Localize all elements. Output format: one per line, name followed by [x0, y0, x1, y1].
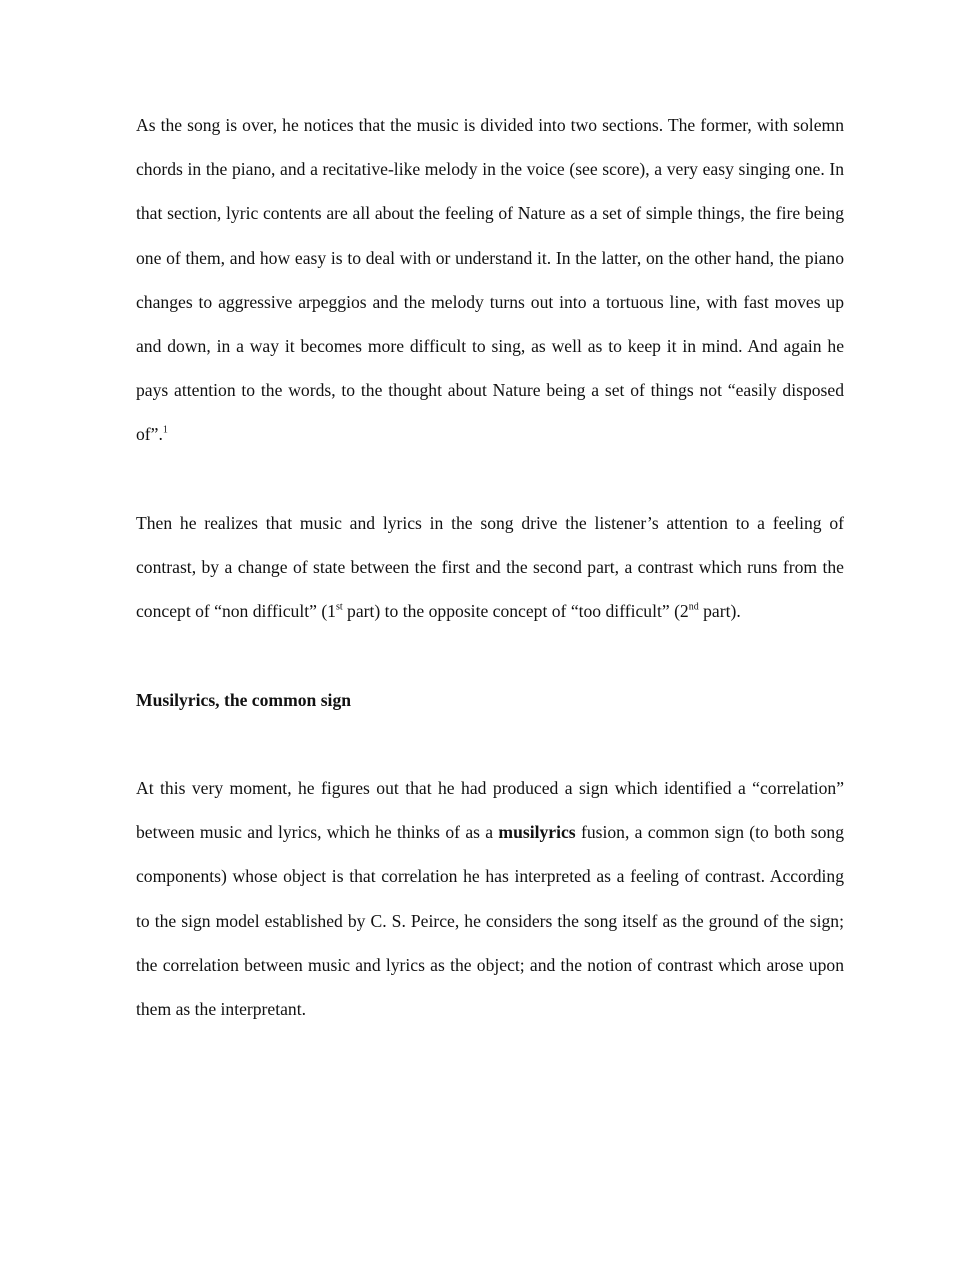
ordinal-superscript: st — [335, 601, 343, 613]
ordinal-superscript: nd — [688, 601, 699, 613]
document-page — [136, 103, 844, 1031]
paragraph-text: As the song is over, he notices that the music is divided into two sections. The former, with solemn chords in the piano, and a recitative-like melody in the voice (see score), a very easy singing one. In that section, lyric contents are all about the feeling of Nature as a set of simple things, the fire being one of them, and how easy is to deal with or understand it. In the latter, on the other hand, the piano changes to aggressive arpeggios and the melody turns out into a tortuous line, with fast moves up and down, in a way it becomes more difficult to sing, as well as to keep it in mind. And again he pays attention to the words, to the thought about Nature being a set of things not “easily disposed of”. — [136, 115, 844, 445]
paragraph-spacer — [136, 457, 844, 501]
paragraph-spacer — [136, 722, 844, 766]
footnote-reference[interactable]: 1 — [162, 424, 168, 436]
paragraph-text-part: fusion, a common sign (to both song components) whose object is that correlation he has interpreted as a feeling of contrast. According to the sign model established by C. S. Peirce, he considers the song itself as the ground of the sign; the correlation between music and lyrics as the object; and the notion of contrast which arose upon them as the interpretant. — [136, 822, 844, 1020]
paragraph-common-sign — [136, 766, 844, 1031]
paragraph-text-part: part) to the opposite concept of “too difficult” (2 — [342, 601, 689, 622]
paragraph-spacer — [136, 633, 844, 677]
paragraph-text-part: Then he realizes that music and lyrics in the song drive the listener’s attention to a feeling of contrast, by a change of state between the first and the second part, a contrast which runs from the concept of “non difficult” (1 — [136, 512, 844, 622]
paragraph-text-part: part). — [698, 601, 741, 622]
bold-term: musilyrics — [498, 822, 576, 843]
paragraph-song-sections — [136, 103, 844, 457]
paragraph-text-part: At this very moment, he figures out that he had produced a sign which identified a “correlation” between music and lyrics, which he thinks of as a — [136, 778, 844, 843]
paragraph-contrast — [136, 501, 844, 634]
section-heading: Musilyrics, the common sign — [136, 689, 352, 710]
